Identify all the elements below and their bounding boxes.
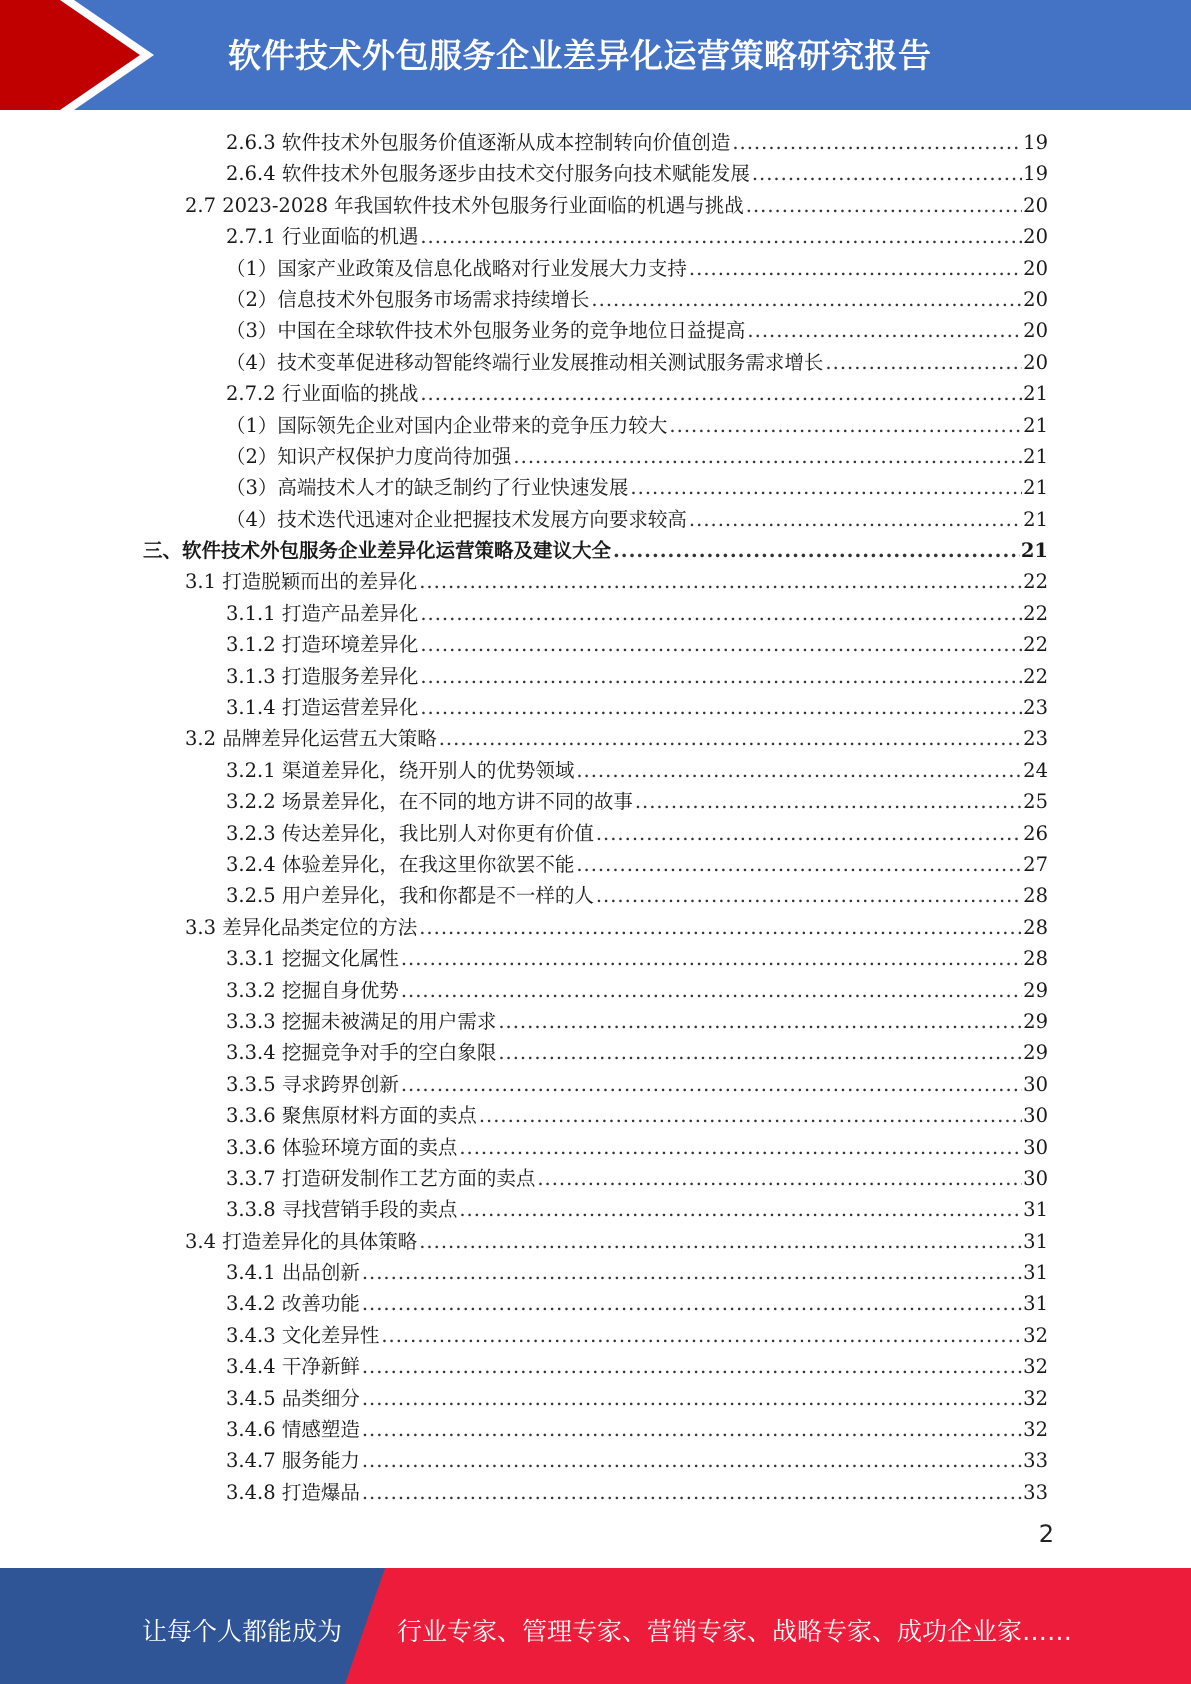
toc-entry-page: 21 xyxy=(1023,382,1048,406)
report-title: 软件技术外包服务企业差异化运营策略研究报告 xyxy=(228,36,932,75)
toc-entry[interactable] xyxy=(0,284,1191,315)
toc-leader-dots xyxy=(537,1163,1022,1194)
toc-entry-page: 28 xyxy=(1023,915,1048,939)
toc-entry-label: 3.2.3 传达差异化，我比别人对你更有价值 xyxy=(226,821,594,845)
toc-entry-page: 32 xyxy=(1023,1418,1048,1442)
toc-entry-label: 2.6.3 软件技术外包服务价值逐渐从成本控制转向价值创造 xyxy=(226,131,731,154)
toc-entry-label: （3）高端技术人才的缺乏制约了行业快速发展 xyxy=(226,476,629,500)
toc-leader-dots xyxy=(459,1132,1022,1163)
toc-entry-page: 20 xyxy=(1023,193,1048,217)
toc-entry-label: 2.6.4 软件技术外包服务逐步由技术交付服务向技术赋能发展 xyxy=(226,162,750,186)
toc-entry-label: 3.2.2 场景差异化，在不同的地方讲不同的故事 xyxy=(226,790,633,814)
toc-entry[interactable] xyxy=(0,1226,1191,1257)
toc-entry-page: 22 xyxy=(1023,601,1048,625)
toc-entry-page: 31 xyxy=(1023,1229,1048,1253)
toc-entry-page: 32 xyxy=(1023,1386,1048,1410)
toc-leader-dots xyxy=(362,1383,1022,1414)
toc-entry[interactable] xyxy=(0,1100,1191,1131)
toc-entry[interactable] xyxy=(0,315,1191,346)
toc-entry-page: 30 xyxy=(1023,1104,1048,1128)
toc-entry[interactable] xyxy=(0,818,1191,849)
toc-entry-label: 3.3 差异化品类定位的方法 xyxy=(185,915,418,939)
toc-entry[interactable] xyxy=(0,723,1191,754)
toc-entry[interactable] xyxy=(0,1445,1191,1476)
toc-entry[interactable] xyxy=(0,1414,1191,1445)
page-header xyxy=(0,0,1191,110)
toc-leader-dots xyxy=(419,912,1022,943)
toc-entry-page: 21 xyxy=(1023,413,1048,437)
toc-entry[interactable] xyxy=(0,378,1191,409)
toc-entry-label: （2）知识产权保护力度尚待加强 xyxy=(226,444,512,468)
toc-entry[interactable] xyxy=(0,1320,1191,1351)
toc-entry-page: 26 xyxy=(1023,821,1048,845)
toc-leader-dots xyxy=(498,1006,1022,1037)
toc-entry-page: 29 xyxy=(1023,978,1048,1002)
toc-entry[interactable] xyxy=(0,535,1191,566)
toc-entry[interactable] xyxy=(0,1069,1191,1100)
toc-entry-label: 3.4.4 干净新鲜 xyxy=(226,1355,360,1379)
toc-leader-dots xyxy=(362,1257,1022,1288)
toc-leader-dots xyxy=(362,1351,1022,1382)
toc-entry[interactable] xyxy=(0,472,1191,503)
toc-entry[interactable] xyxy=(0,1037,1191,1068)
toc-entry[interactable] xyxy=(0,441,1191,472)
toc-entry[interactable] xyxy=(0,598,1191,629)
toc-entry-page: 32 xyxy=(1023,1355,1048,1379)
toc-entry-page: 30 xyxy=(1023,1072,1048,1096)
toc-entry-label: 3.3.4 挖掘竞争对手的空白象限 xyxy=(226,1041,497,1065)
toc-entry-label: 3.2.5 用户差异化，我和你都是不一样的人 xyxy=(226,884,594,908)
toc-entry[interactable] xyxy=(0,347,1191,378)
toc-entry[interactable] xyxy=(0,1477,1191,1508)
toc-entry[interactable] xyxy=(0,253,1191,284)
toc-entry[interactable] xyxy=(0,1257,1191,1288)
toc-leader-dots xyxy=(419,1226,1022,1257)
toc-entry[interactable] xyxy=(0,566,1191,597)
toc-leader-dots xyxy=(635,786,1022,817)
toc-entry-label: 2.7 2023-2028 年我国软件技术外包服务行业面临的机遇与挑战 xyxy=(185,193,744,217)
toc-entry-page: 20 xyxy=(1023,287,1048,311)
toc-entry-label: （4）技术变革促进移动智能终端行业发展推动相关测试服务需求增长 xyxy=(226,350,824,374)
toc-entry-page: 23 xyxy=(1023,696,1048,720)
toc-entry[interactable] xyxy=(0,912,1191,943)
toc-leader-dots xyxy=(420,598,1022,629)
toc-entry-label: 3.4 打造差异化的具体策略 xyxy=(185,1229,418,1253)
toc-leader-dots xyxy=(591,284,1022,315)
toc-entry[interactable] xyxy=(0,880,1191,911)
toc-leader-dots xyxy=(401,975,1022,1006)
toc-entry-page: 33 xyxy=(1023,1449,1048,1473)
toc-entry-label: 3.4.2 改善功能 xyxy=(226,1292,360,1316)
toc-entry[interactable] xyxy=(0,410,1191,441)
toc-leader-dots xyxy=(401,943,1022,974)
toc-entry-page: 22 xyxy=(1023,633,1048,657)
toc-entry[interactable] xyxy=(0,158,1191,189)
toc-leader-dots xyxy=(576,849,1022,880)
toc-entry-label: 3.3.1 挖掘文化属性 xyxy=(226,947,399,971)
toc-leader-dots xyxy=(420,221,1022,252)
toc-leader-dots xyxy=(362,1445,1022,1476)
toc-leader-dots xyxy=(420,378,1022,409)
toc-entry-label: 3.3.3 挖掘未被满足的用户需求 xyxy=(226,1009,497,1033)
toc-entry-label: 3.4.3 文化差异性 xyxy=(226,1323,380,1347)
page-number: 2 xyxy=(1038,1520,1054,1548)
toc-entry[interactable] xyxy=(0,943,1191,974)
toc-entry[interactable] xyxy=(0,692,1191,723)
toc-entry[interactable] xyxy=(0,1163,1191,1194)
toc-entry-label: 3.3.6 体验环境方面的卖点 xyxy=(226,1135,458,1159)
toc-entry-label: 2.7.2 行业面临的挑战 xyxy=(226,382,419,406)
toc-entry-label: 3.1.3 打造服务差异化 xyxy=(226,664,419,688)
toc-entry-label: 3.4.5 品类细分 xyxy=(226,1386,360,1410)
toc-entry-label: （4）技术迭代迅速对企业把握技术发展方向要求较高 xyxy=(226,507,687,531)
toc-leader-dots xyxy=(669,410,1022,441)
toc-entry[interactable] xyxy=(0,786,1191,817)
footer-slogan-left: 让每个人都能成为 xyxy=(142,1617,343,1646)
toc-entry-label: 3.3.8 寻找营销手段的卖点 xyxy=(226,1198,458,1222)
toc-entry-page: 23 xyxy=(1023,727,1048,751)
toc-leader-dots xyxy=(732,127,1022,158)
toc-entry-page: 20 xyxy=(1023,225,1048,249)
toc-entry-page: 28 xyxy=(1023,884,1048,908)
toc-entry-page: 29 xyxy=(1023,1041,1048,1065)
toc-leader-dots xyxy=(576,755,1022,786)
toc-entry[interactable] xyxy=(0,221,1191,252)
toc-entry-page: 20 xyxy=(1023,256,1048,280)
toc-entry-label: （1）国际领先企业对国内企业带来的竞争压力较大 xyxy=(226,413,668,437)
toc-entry-label: 3.3.6 聚焦原材料方面的卖点 xyxy=(226,1104,477,1128)
toc-leader-dots xyxy=(362,1414,1022,1445)
toc-entry-label: 3.1.1 打造产品差异化 xyxy=(226,601,419,625)
toc-entry[interactable] xyxy=(0,127,1191,158)
toc-leader-dots xyxy=(513,441,1022,472)
toc-leader-dots xyxy=(401,1069,1022,1100)
toc-leader-dots xyxy=(459,1194,1022,1225)
toc-entry-label: （2）信息技术外包服务市场需求持续增长 xyxy=(226,287,590,311)
toc-leader-dots xyxy=(362,1477,1022,1508)
toc-entry-page: 22 xyxy=(1023,664,1048,688)
toc-leader-dots xyxy=(362,1288,1022,1319)
toc-leader-dots xyxy=(381,1320,1022,1351)
toc-entry-label: 三、软件技术外包服务企业差异化运营策略及建议大全 xyxy=(143,539,612,563)
toc-entry-page: 20 xyxy=(1023,350,1048,374)
toc-leader-dots xyxy=(420,661,1022,692)
toc-entry-page: 24 xyxy=(1023,758,1048,782)
toc-leader-dots xyxy=(825,347,1022,378)
toc-entry-page: 21 xyxy=(1023,507,1048,531)
toc-entry-label: （1）国家产业政策及信息化战略对行业发展大力支持 xyxy=(226,256,687,280)
footer-slogan-right: 行业专家、管理专家、营销专家、战略专家、成功企业家…… xyxy=(397,1617,1073,1646)
toc-entry-label: 3.4.1 出品创新 xyxy=(226,1261,360,1285)
toc-leader-dots xyxy=(747,315,1022,346)
toc-entry-page: 21 xyxy=(1020,539,1048,563)
toc-entry-label: 3.3.5 寻求跨界创新 xyxy=(226,1072,399,1096)
toc-entry-page: 33 xyxy=(1023,1480,1048,1504)
toc-entry-label: 3.1.2 打造环境差异化 xyxy=(226,633,419,657)
toc-entry-label: 3.1 打造脱颖而出的差异化 xyxy=(185,570,418,594)
toc-leader-dots xyxy=(630,472,1022,503)
toc-entry-page: 21 xyxy=(1023,476,1048,500)
toc-entry-label: 3.3.2 挖掘自身优势 xyxy=(226,978,399,1002)
toc-entry-page: 20 xyxy=(1023,319,1048,343)
toc-entry-label: 3.4.8 打造爆品 xyxy=(226,1480,360,1504)
toc-leader-dots xyxy=(689,504,1022,535)
toc-entry-label: 3.2.1 渠道差异化，绕开别人的优势领域 xyxy=(226,758,575,782)
toc-entry-label: 3.4.7 服务能力 xyxy=(226,1449,360,1473)
toc-entry-page: 19 xyxy=(1023,162,1048,186)
toc-entry-page: 30 xyxy=(1023,1135,1048,1159)
toc-entry-page: 19 xyxy=(1023,131,1048,154)
toc-entry-page: 31 xyxy=(1023,1261,1048,1285)
toc-leader-dots xyxy=(596,880,1022,911)
toc-entry-page: 31 xyxy=(1023,1292,1048,1316)
toc-entry-label: 3.2 品牌差异化运营五大策略 xyxy=(185,727,437,751)
toc-leader-dots xyxy=(752,158,1022,189)
toc-leader-dots xyxy=(498,1037,1022,1068)
toc-entry[interactable] xyxy=(0,975,1191,1006)
toc-entry[interactable] xyxy=(0,849,1191,880)
toc-leader-dots xyxy=(420,692,1022,723)
toc-entry[interactable] xyxy=(0,1132,1191,1163)
toc-leader-dots xyxy=(689,253,1022,284)
toc-entry-label: 3.1.4 打造运营差异化 xyxy=(226,696,419,720)
toc-entry[interactable] xyxy=(0,1383,1191,1414)
toc-entry-page: 29 xyxy=(1023,1009,1048,1033)
table-of-contents xyxy=(0,127,1191,1508)
toc-entry-page: 27 xyxy=(1023,852,1048,876)
toc-leader-dots xyxy=(419,566,1022,597)
toc-entry-page: 25 xyxy=(1023,790,1048,814)
toc-leader-dots xyxy=(596,818,1022,849)
toc-entry[interactable] xyxy=(0,504,1191,535)
toc-entry[interactable] xyxy=(0,661,1191,692)
page-footer xyxy=(0,1568,1191,1684)
toc-entry-label: （3）中国在全球软件技术外包服务业务的竞争地位日益提高 xyxy=(226,319,746,343)
toc-entry[interactable] xyxy=(0,1194,1191,1225)
toc-leader-dots xyxy=(746,190,1022,221)
toc-entry-page: 22 xyxy=(1023,570,1048,594)
toc-entry-page: 21 xyxy=(1023,444,1048,468)
toc-leader-dots xyxy=(479,1100,1022,1131)
toc-entry-label: 3.4.6 情感塑造 xyxy=(226,1418,360,1442)
toc-entry-page: 30 xyxy=(1023,1166,1048,1190)
toc-entry[interactable] xyxy=(0,1351,1191,1382)
toc-leader-dots xyxy=(420,629,1022,660)
toc-leader-dots xyxy=(613,535,1020,566)
toc-entry[interactable] xyxy=(0,629,1191,660)
toc-entry[interactable] xyxy=(0,1288,1191,1319)
toc-entry-page: 32 xyxy=(1023,1323,1048,1347)
toc-entry[interactable] xyxy=(0,1006,1191,1037)
toc-entry-label: 3.2.4 体验差异化，在我这里你欲罢不能 xyxy=(226,852,575,876)
toc-entry[interactable] xyxy=(0,190,1191,221)
toc-entry-label: 3.3.7 打造研发制作工艺方面的卖点 xyxy=(226,1166,536,1190)
toc-leader-dots xyxy=(439,723,1022,754)
toc-entry-label: 2.7.1 行业面临的机遇 xyxy=(226,225,419,249)
toc-entry[interactable] xyxy=(0,755,1191,786)
toc-entry-page: 31 xyxy=(1023,1198,1048,1222)
toc-entry-page: 28 xyxy=(1023,947,1048,971)
